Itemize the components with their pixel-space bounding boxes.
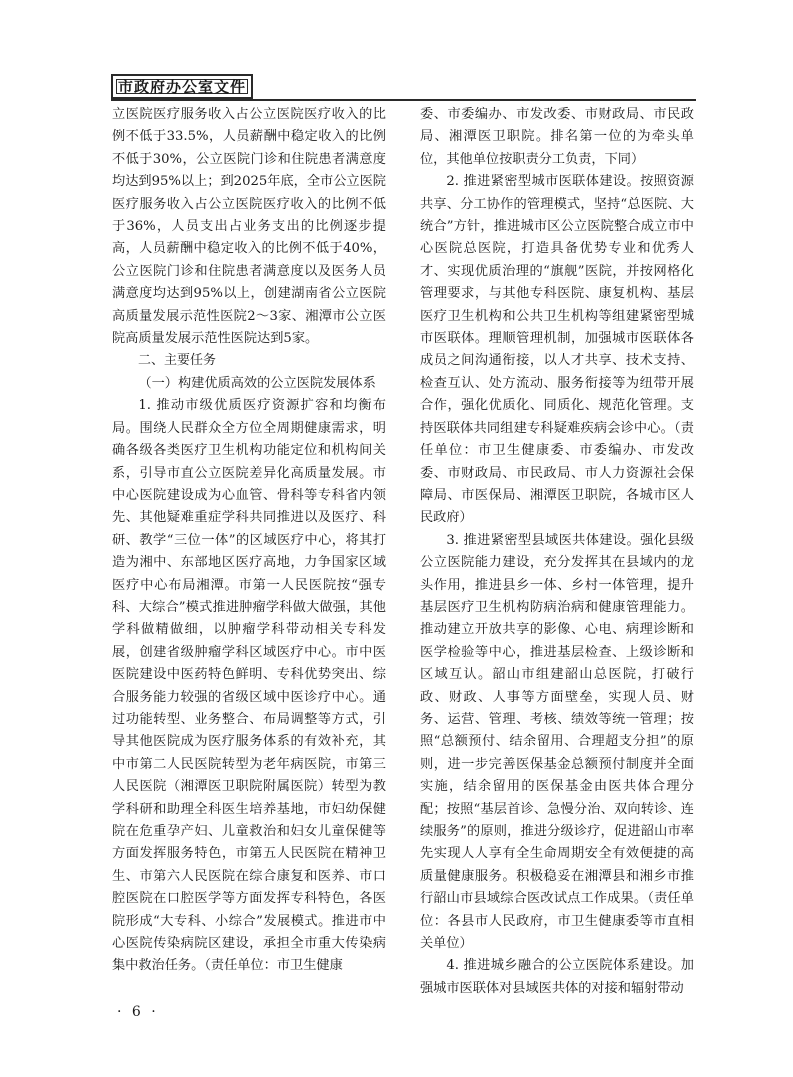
- left-column: [112, 104, 386, 1004]
- right-paragraph-4: 4. 推进城乡融合的公立医院体系建设。加强城市医联体对县域医共体的对接和辐射带动: [420, 958, 694, 996]
- header-title-box: [111, 74, 253, 99]
- subsection-heading-1: （一）构建优质高效的公立医院发展体系: [138, 375, 376, 391]
- header-title: 市政府办公室文件: [117, 78, 246, 96]
- right-paragraph-2: 2. 推进紧密型城市医联体建设。按照资源共享、分工协作的管理模式，坚持“总医院、大统合”方针，推进城市区公立医院整合成立市中心医院总医院，打造具备优势专业和优秀人才、实现优质治理的“旗舰”医院，并按网格化管理要求，与其他专科医院、康复机构、基层医疗卫生机构和公共卫生机构等组建紧密型城市医联体。理顺管理机制，加强城市医联体各成员之间沟通衔接，以人才共享、技术支持、检查互认、处方流动、服务衔接等为纽带开展合作，强化优质化、同质化、规范化管理。支持医联体共同组建专科疑难疾病会诊中心。（责任单位：市卫生健康委、市委编办、市发改委、市财政局、市民政局、市人力资源社会保障局、市医保局、湘潭医卫职院，各城市区人民政府）: [420, 174, 694, 526]
- right-paragraph-1: 委、市委编办、市发改委、市财政局、市民政局、湘潭医卫职院。排名第一位的为牵头单位，其他单位按职责分工负责，下同）: [420, 107, 694, 167]
- page-number: · 6 ·: [117, 1004, 159, 1020]
- right-paragraph-3: 3. 推进紧密型县域医共体建设。强化县级公立医院能力建设，充分发挥其在县域内的龙头作用，推进县乡一体、乡村一体管理，提升基层医疗卫生机构防病治病和健康管理能力。推动建立开放共享的影像、心电、病理诊断和医学检验等中心，推进基层检查、上级诊断和区域互认。韶山市组建韶山总医院，打破行政、财政、人事等方面壁垒，实现人员、财务、运营、管理、考核、绩效等统一管理；按照“总额预付、结余留用、合理超支分担”的原则，进一步完善医保基金总额预付制度并全面实施，结余留用的医保基金由医共体合理分配；按照“基层首诊、急慢分治、双向转诊、连续服务”的原则，推进分级诊疗，促进韶山市率先实现人人享有全生命周期安全有效便捷的高质量健康服务。积极稳妥在湘潭县和湘乡市推行韶山市县域综合医改试点工作成果。（责任单位：各县市人民政府，市卫生健康委等市直相关单位）: [420, 532, 694, 952]
- left-paragraph-1: 立医院医疗服务收入占公立医院医疗收入的比例不低于33.5%，人员薪酬中稳定收入的比例不低于30%，公立医院门诊和住院患者满意度均达到95%以上；到2025年底，全市公立医院医疗服务收入占公立医院医疗收入的比例不低于36%，人员支出占业务支出的比例逐步提高，人员薪酬中稳定收入的比例不低于40%，公立医院门诊和住院患者满意度以及医务人员满意度均达到95%以上，创建湖南省公立医院高质量发展示范性医院2～3家、湘潭市公立医院高质量发展示范性医院达到5家。: [112, 107, 386, 347]
- header-rule: [111, 99, 696, 101]
- right-column: [420, 104, 694, 1004]
- left-paragraph-2: 1. 推动市级优质医疗资源扩容和均衡布局。围绕人民群众全方位全周期健康需求，明确各级各类医疗卫生机构功能定位和机构间关系，引导市直公立医院差异化高质量发展。市中心医院建设成为心血管、骨科等专科省内领先、其他疑难重症学科共同推进以及医疗、科研、教学“三位一体”的区域医疗中心，将其打造为湘中、东部地区医疗高地，力争国家区域医疗中心布局湘潭。市第一人民医院按“强专科、大综合”模式推进肿瘤学科做大做强，其他学科做精做细，以肿瘤学科带动相关专科发展，创建省级肿瘤学科区域医疗中心。市中医医院建设中医药特色鲜明、专科优势突出、综合服务能力较强的省级区域中医诊疗中心。通过功能转型、业务整合、布局调整等方式，引导其他医院成为医疗服务体系的有效补充，其中市第二人民医院转型为老年病医院，市第三人民医院（湘潭医卫职院附属医院）转型为教学科研和助理全科医生培养基地，市妇幼保健院在危重孕产妇、儿童救治和妇女儿童保健等方面发挥服务特色，市第五人民医院在精神卫生、市第六人民医院在综合康复和医养、市口腔医院在口腔医学等方面发挥专科特色，各医院形成“大专科、小综合”发展模式。推进市中心医院传染病院区建设，承担全市重大传染病集中救治任务。（责任单位：市卫生健康: [112, 398, 386, 974]
- section-heading-main-tasks: 二、主要任务: [138, 353, 217, 369]
